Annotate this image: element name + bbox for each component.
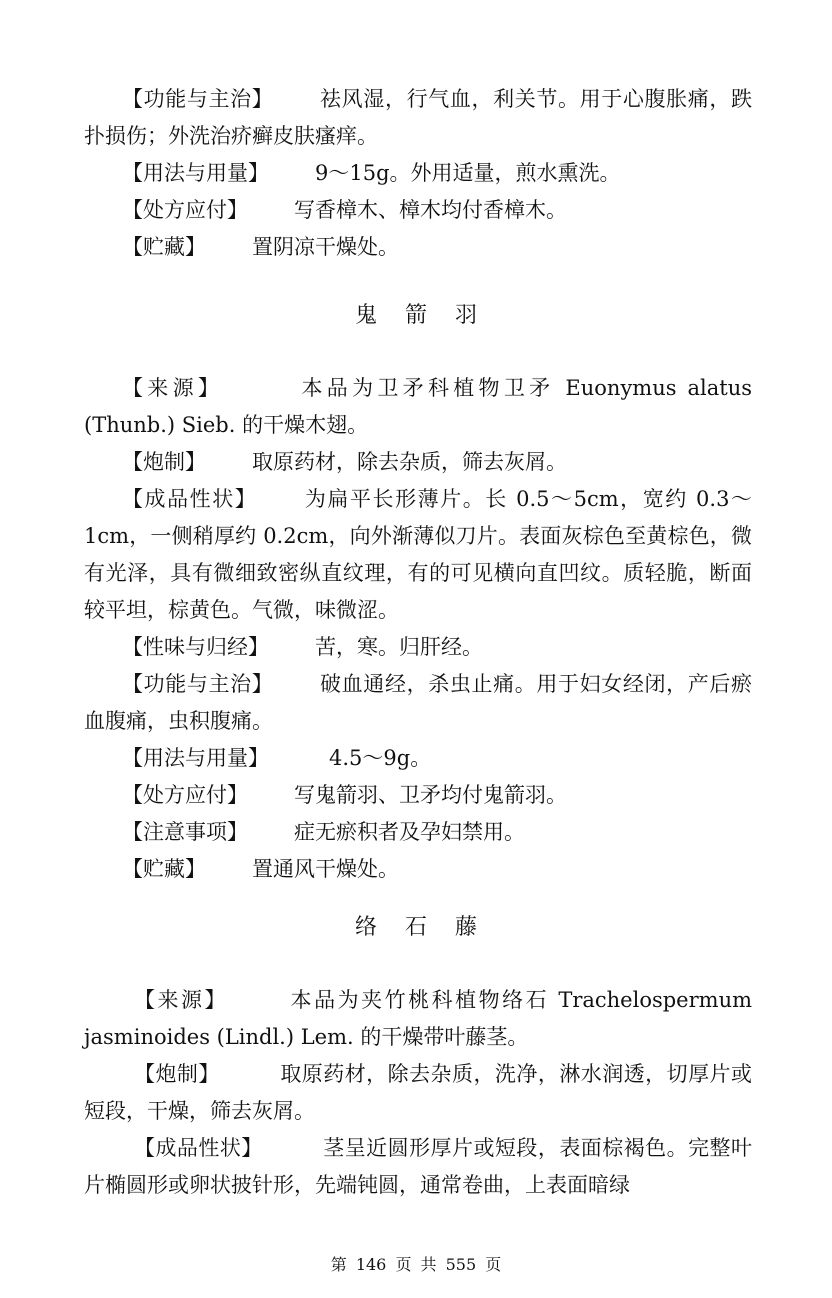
chufang-paragraph-0: [84, 192, 752, 229]
laiyuan-paragraph-1: [84, 370, 752, 444]
label-chufang-1: 【处方应付】: [122, 783, 248, 807]
text-yongfa-1: 4.5～9g。: [329, 746, 432, 770]
gongneng-paragraph-0: [84, 81, 752, 155]
xingwei-paragraph-1: [84, 629, 752, 666]
text-yongfa-0: 9～15g。外用适量，煎水熏洗。: [315, 161, 621, 185]
section-title-luoshiteng: 络石藤: [354, 915, 505, 940]
text-gongneng-1: 破血通经，杀虫止痛。用于妇女经闭，产后瘀血腹痛，虫积腹痛。: [84, 672, 753, 733]
label-laiyuan-2: 【来源】: [134, 988, 229, 1012]
text-xingzhuang-1: 为扁平长形薄片。长 0.5～5cm，宽约 0.3～1cm，一侧稍厚约 0.2cm，向外渐薄似刀片。表面灰棕色至黄棕色，微有光泽，具有微细致密纵直纹理，有的可见横向直凹纹。质轻脆，断面较平坦，棕黄色。气微，味微涩。: [84, 487, 753, 622]
text-laiyuan-2: 本品为夹竹桃科植物络石 Trachelospermum jasminoides (Lindl.) Lem. 的干燥带叶藤茎。: [84, 988, 753, 1049]
text-laiyuan-1: 本品为卫矛科植物卫矛 Euonymus alatus (Thunb.) Sieb. 的干燥木翅。: [84, 376, 752, 437]
label-xingwei-1: 【性味与归经】: [122, 635, 269, 659]
label-gongneng-1: 【功能与主治】: [122, 672, 274, 696]
label-yongfa-0: 【用法与用量】: [122, 161, 269, 185]
zhuyi-paragraph-1: [84, 814, 752, 851]
chufang-paragraph-1: [84, 777, 752, 814]
text-zhucang-1: 置通风干燥处。: [252, 857, 399, 881]
label-yongfa-1: 【用法与用量】: [122, 746, 269, 770]
label-xingzhuang-1: 【成品性状】: [122, 487, 258, 511]
text-paozhi-2: 取原药材，除去杂质，洗净，淋水润透，切厚片或短段，干燥，筛去灰屑。: [84, 1062, 753, 1123]
label-laiyuan-1: 【来源】: [122, 376, 224, 400]
label-zhucang-0: 【贮藏】: [122, 235, 206, 259]
xingzhuang-paragraph-1: [84, 481, 752, 629]
text-xingwei-1: 苦，寒。归肝经。: [315, 635, 483, 659]
label-zhuyi-1: 【注意事项】: [122, 820, 248, 844]
label-paozhi-1: 【炮制】: [122, 450, 206, 474]
section-title-guijianyu: 鬼箭羽: [354, 303, 505, 328]
page-footer: 第 146 页 共 555 页: [330, 1255, 502, 1274]
xingzhuang-paragraph-2: [84, 1130, 752, 1204]
yongfa-paragraph-0: [84, 155, 752, 192]
label-xingzhuang-2: 【成品性状】: [134, 1136, 263, 1160]
text-zhuyi-1: 症无瘀积者及孕妇禁用。: [294, 820, 525, 844]
label-gongneng-0: 【功能与主治】: [122, 87, 274, 111]
text-gongneng-0: 祛风湿，行气血，利关节。用于心腹胀痛，跌扑损伤；外洗治疥癣皮肤瘙痒。: [84, 87, 753, 148]
label-zhucang-1: 【贮藏】: [122, 857, 206, 881]
label-chufang-0: 【处方应付】: [122, 198, 248, 222]
paozhi-paragraph-2: [84, 1056, 752, 1130]
gongneng-paragraph-1: [84, 666, 752, 740]
paozhi-paragraph-1: [84, 444, 752, 481]
zhucang-paragraph-1: [84, 851, 752, 888]
label-paozhi-2: 【炮制】: [134, 1062, 220, 1086]
text-zhucang-0: 置阴凉干燥处。: [252, 235, 399, 259]
laiyuan-paragraph-2: [84, 982, 752, 1056]
yongfa-paragraph-1: [84, 740, 752, 777]
text-chufang-0: 写香樟木、樟木均付香樟木。: [294, 198, 567, 222]
zhucang-paragraph-0: [84, 229, 752, 266]
text-paozhi-1: 取原药材，除去杂质，筛去灰屑。: [252, 450, 567, 474]
text-chufang-1: 写鬼箭羽、卫矛均付鬼箭羽。: [294, 783, 567, 807]
text-xingzhuang-2: 茎呈近圆形厚片或短段，表面棕褐色。完整叶片椭圆形或卵状披针形，先端钝圆，通常卷曲，上表面暗绿: [84, 1136, 753, 1197]
